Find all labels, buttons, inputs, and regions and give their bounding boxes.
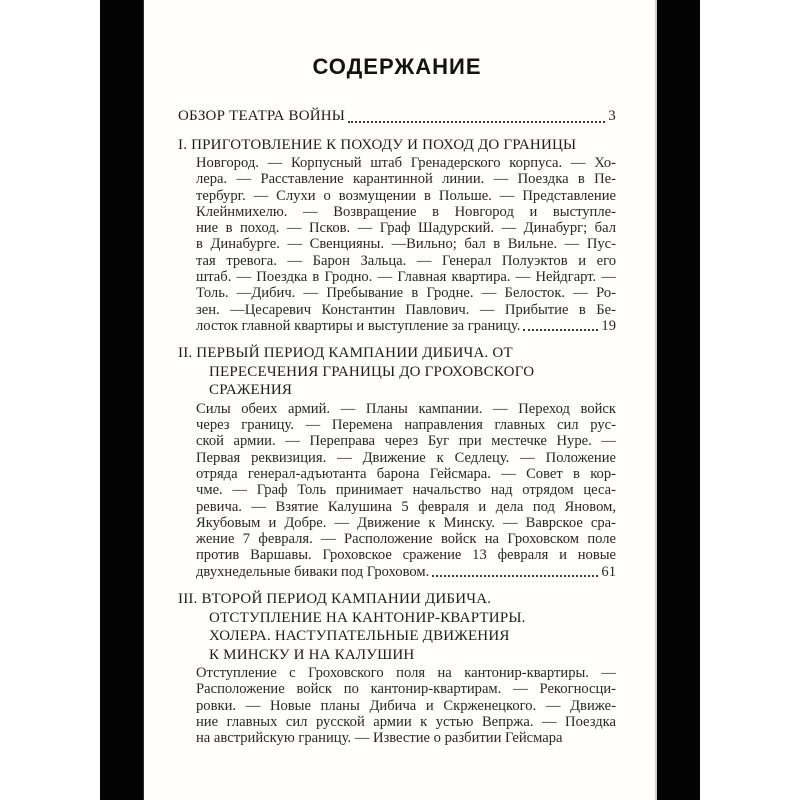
entry-body <box>196 665 616 746</box>
line-text: ОБЗОР ТЕАТРА ВОЙНЫ <box>178 108 346 124</box>
body-line: тая тревога. — Барон Зальца. — Генерал Полуэктов и его <box>196 252 616 269</box>
body-line: Клейнмихелю. — Возвращение в Новгород и выступле- <box>196 203 616 220</box>
body-line: ние в поход. — Псков. — Граф Шадурский. — Динабург; бал <box>196 220 616 237</box>
heading-line: I. ПРИГОТОВЛЕНИЕ К ПОХОДУ И ПОХОД ДО ГРАНИЦЫ <box>178 136 577 153</box>
entry-body <box>196 401 616 580</box>
body-line: Силы обеих армий. — Планы кампании. — Переход войск <box>196 400 616 417</box>
body-line: Первая реквизиция. — Движение к Седлецу. — Положение <box>196 449 616 466</box>
line-text: двухнедельные биваки под Гроховом. <box>196 563 430 580</box>
body-line: Новгород. — Корпусный штаб Гренадерского корпуса. — Хо- <box>196 155 616 171</box>
body-line: ние главных сил русской армии к устью Вепржа. — Поездка <box>196 713 616 730</box>
line-text: лосток главной квартиры и выступление за границу. <box>196 317 521 334</box>
toc-entry <box>178 107 616 126</box>
body-line: Якубовым и Добре. — Движение к Минску. — Ваврское сра- <box>196 514 616 531</box>
right-black-bar <box>655 0 700 800</box>
entry-heading <box>178 107 616 126</box>
left-black-bar <box>100 0 144 800</box>
heading-line: ПЕРЕСЕЧЕНИЯ ГРАНИЦЫ ДО ГРОХОВСКОГО <box>209 363 535 380</box>
entry-body <box>196 155 616 334</box>
toc-entry <box>178 136 616 335</box>
toc-entry <box>178 344 616 580</box>
body-line: жение 7 февраля. — Расположение войск на Гроховском поле <box>196 531 616 548</box>
body-line <box>196 564 616 580</box>
text-column <box>178 0 616 757</box>
body-line: в Динабурге. — Свенцияны. —Вильно; бал в Вильне. — Пус- <box>196 236 616 253</box>
dot-leader <box>523 329 598 331</box>
page-surface <box>144 0 655 800</box>
heading-line: ХОЛЕРА. НАСТУПАТЕЛЬНЫЕ ДВИЖЕНИЯ <box>209 628 510 645</box>
body-line: тербург. — Слухи о возмущении в Польше. — Представление <box>196 187 616 204</box>
heading-line: СРАЖЕНИЯ <box>209 382 293 399</box>
body-line: ровки. — Новые планы Дибича и Скрженецкого. — Движе- <box>196 697 616 714</box>
entry-heading <box>178 344 616 400</box>
body-line: штаб. — Поездка в Гродно. — Главная квартира. — Нейдгарт. — <box>196 269 616 286</box>
body-line: на австрийскую границу. — Известие о разбитии Гейсмара <box>196 730 563 747</box>
body-line: Отступление с Гроховского поля на кантонир-квартиры. — <box>196 665 616 682</box>
entry-heading <box>178 136 616 155</box>
body-line: ревича. — Взятие Калушина 5 февраля и дела под Яновом, <box>196 498 616 515</box>
heading-line: К МИНСКУ И НА КАЛУШИН <box>209 646 415 663</box>
toc-entry <box>178 590 616 746</box>
dot-leader <box>432 575 598 577</box>
heading-line: II. ПЕРВЫЙ ПЕРИОД КАМПАНИИ ДИБИЧА. ОТ <box>178 345 513 362</box>
body-line <box>196 318 616 334</box>
body-line: чме. — Граф Толь принимает начальство над отрядом цеса- <box>196 482 616 499</box>
contents-title: СОДЕРЖАНИЕ <box>312 54 482 79</box>
body-line: против Варшавы. Гроховское сражение 13 февраля и новые <box>196 547 616 564</box>
page-number: 19 <box>601 317 616 334</box>
heading-line <box>178 107 616 126</box>
page-number: 3 <box>608 108 616 124</box>
page-number: 61 <box>601 563 616 580</box>
body-line: через границу. — Перемена направления главных сил рус- <box>196 417 616 434</box>
body-line: лера. — Расставление карантинной линии. — Поездка в Пе- <box>196 171 616 188</box>
dot-leader <box>348 121 605 123</box>
heading-line: III. ВТОРОЙ ПЕРИОД КАМПАНИИ ДИБИЧА. <box>178 591 492 608</box>
toc-entries <box>178 107 616 747</box>
heading-line: ОТСТУПЛЕНИЕ НА КАНТОНИР-КВАРТИРЫ. <box>209 609 526 626</box>
body-line: Толь. —Дибич. — Пребывание в Гродне. — Белосток. — Ро- <box>196 285 616 302</box>
entry-heading <box>178 590 616 664</box>
body-line: ской армии. — Переправа через Буг при местечке Нуре. — <box>196 433 616 450</box>
body-line: отряда генерал-адъютанта барона Гейсмара. — Совет в кор- <box>196 465 616 482</box>
body-line: Расположение войск по кантонир-квартирам. — Рекогносци- <box>196 681 616 698</box>
body-line: зен. —Цесаревич Константин Павлович. — Прибытие в Бе- <box>196 301 616 318</box>
